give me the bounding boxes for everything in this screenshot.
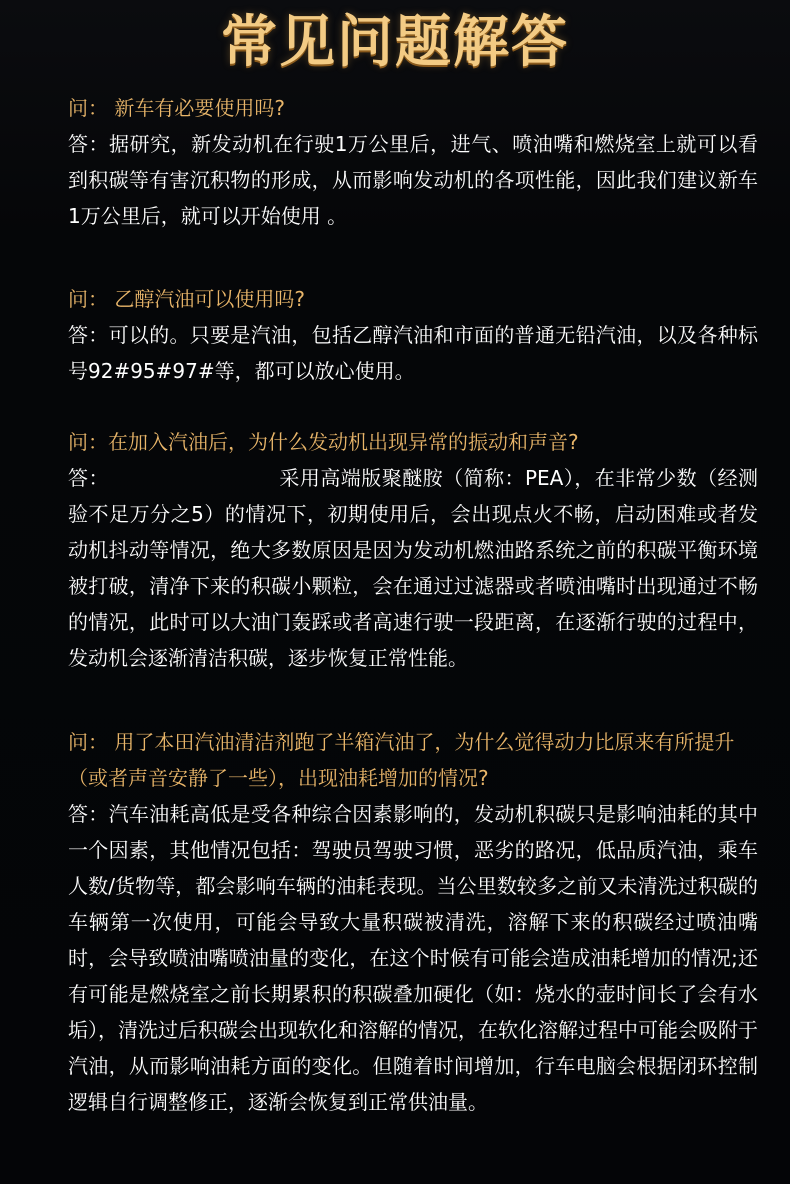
faq-answer-block bbox=[68, 460, 758, 676]
faq-answer: 答：可以的。只要是汽油，包括乙醇汽油和市面的普通无铅汽油，以及各种标号92#95#97#等，都可以放心使用。 bbox=[68, 323, 758, 383]
faq-item bbox=[68, 90, 758, 234]
faq-answer: 答：据研究，新发动机在行驶1万公里后，进气、喷油嘴和燃烧室上就可以看到积碳等有害沉积物的形成，从而影响发动机的各项性能，因此我们建议新车1万公里后，就可以开始使用 。 bbox=[68, 132, 758, 228]
faq-question: 问： 新车有必要使用吗? bbox=[68, 96, 285, 120]
faq-item bbox=[68, 724, 758, 1120]
faq-answer: 采用高端版聚醚胺（简称：PEA），在非常少数（经测验不足万分之5）的情况下，初期使用后，会出现点火不畅，启动困难或者发动机抖动等情况，绝大多数原因是因为发动机燃油路系统之前的积碳平衡环境被打破，清净下来的积碳小颗粒，会在通过过滤器或者喷油嘴时出现通过不畅的情况，此时可以大油门轰踩或者高速行驶一段距离，在逐渐行驶的过程中，发动机会逐渐清洁积碳，逐步恢复正常性能。 bbox=[68, 466, 758, 670]
faq-question: 问： 乙醇汽油可以使用吗? bbox=[68, 287, 305, 311]
faq-answer-prefix: 答： bbox=[68, 466, 109, 490]
faq-item bbox=[68, 281, 758, 389]
faq-item bbox=[68, 424, 758, 676]
faq-question: 问： 用了本田汽油清洁剂跑了半箱汽油了，为什么觉得动力比原来有所提升（或者声音安静了一些），出现油耗增加的情况? bbox=[68, 730, 735, 790]
faq-question: 问：在加入汽油后，为什么发动机出现异常的振动和声音? bbox=[68, 430, 579, 454]
faq-answer: 答：汽车油耗高低是受各种综合因素影响的，发动机积碳只是影响油耗的其中一个因素，其他情况包括：驾驶员驾驶习惯，恶劣的路况，低品质汽油，乘车人数/货物等，都会影响车辆的油耗表现。当公里数较多之前又未清洗过积碳的车辆第一次使用，可能会导致大量积碳被清洗，溶解下来的积碳经过喷油嘴时，会导致喷油嘴喷油量的变化，在这个时候有可能会造成油耗增加的情况;还有可能是燃烧室之前长期累积的积碳叠加硬化（如：烧水的壶时间长了会有水垢），清洗过后积碳会出现软化和溶解的情况，在软化溶解过程中可能会吸附于汽油，从而影响油耗方面的变化。但随着时间增加，行车电脑会根据闭环控制逻辑自行调整修正，逐渐会恢复到正常供油量。 bbox=[68, 802, 758, 1114]
page-title: 常见问题解答 bbox=[221, 10, 569, 75]
